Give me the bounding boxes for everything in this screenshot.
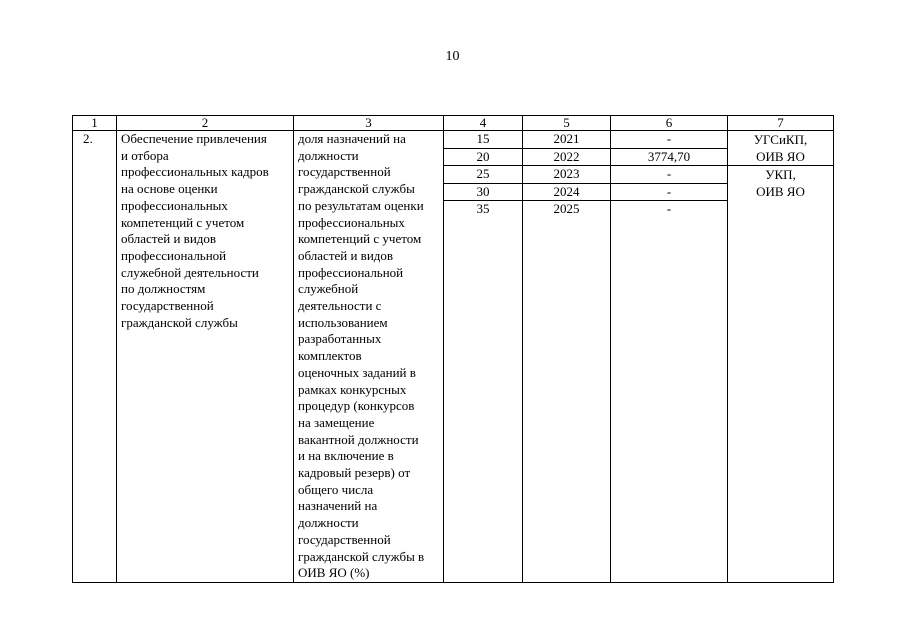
responsible-first: УГСиКП, ОИВ ЯО xyxy=(728,131,833,166)
indicator-text-line: служебной xyxy=(298,281,359,297)
indicator-text-line: разработанных xyxy=(298,331,382,347)
header-cell-1: 1 xyxy=(73,116,117,131)
indicator-text-line: профессиональных xyxy=(298,214,405,230)
measure-cell xyxy=(117,131,294,583)
indicator-text-line: доля назначений на xyxy=(298,131,406,146)
indicator-value: 25 xyxy=(444,166,522,184)
indicator-value: 20 xyxy=(444,148,522,166)
row-number: 2. xyxy=(73,131,117,583)
indicator-text-line: общего числа xyxy=(298,481,374,497)
measure-text-line: профессиональных кадров xyxy=(121,164,269,180)
year-value: 2021 xyxy=(523,131,610,148)
indicator-text-line: на замещение xyxy=(298,414,375,430)
year-value: 2023 xyxy=(523,166,610,184)
indicator-text-line: назначений на xyxy=(298,498,378,514)
indicator-text-line: комплектов xyxy=(298,348,362,364)
measure-text-line: гражданской службы xyxy=(121,314,238,330)
funding-value: 3774,70 xyxy=(611,148,727,166)
funding-value: - xyxy=(666,201,672,216)
measure-text-line: компетенций с учетом xyxy=(121,214,245,230)
funding-value: - xyxy=(611,183,727,201)
indicator-text-line: оценочных заданий в xyxy=(298,364,416,380)
indicator-text-line: кадровый резерв) от xyxy=(298,465,411,481)
indicator-text-line: ОИВ ЯО (%) xyxy=(298,565,370,581)
measure-text-line: по должностям xyxy=(121,281,206,297)
page-number: 10 xyxy=(445,49,460,64)
funding-value: - xyxy=(611,131,727,148)
years-cell xyxy=(523,131,611,583)
indicator-value: 15 xyxy=(444,131,522,148)
values-cell xyxy=(444,131,523,583)
indicator-text-line: гражданской службы xyxy=(298,181,415,197)
table-row xyxy=(73,131,834,583)
measure-text-line: профессиональной xyxy=(121,247,227,263)
indicator-text-line: использованием xyxy=(298,314,388,330)
indicator-text-line: рамках конкурсных xyxy=(298,381,407,397)
indicator-value: 30 xyxy=(444,183,522,201)
indicator-text-line: государственной xyxy=(298,531,391,547)
header-cell-4: 4 xyxy=(444,116,523,131)
year-value: 2022 xyxy=(523,148,610,166)
header-cell-6: 6 xyxy=(611,116,728,131)
responsible-cell xyxy=(728,131,834,583)
indicator-text-line: по результатам оценки xyxy=(298,197,424,213)
measure-text-line: на основе оценки xyxy=(121,181,218,197)
indicator-text-line: и на включение в xyxy=(298,448,394,464)
year-value: 2025 xyxy=(553,201,580,216)
measure-text-line: и отбора xyxy=(121,147,169,163)
indicator-text-line: должности xyxy=(298,515,359,531)
measure-text-line: служебной деятельности xyxy=(121,264,259,280)
indicator-text-line: профессиональной xyxy=(298,264,404,280)
indicator-text-line: должности xyxy=(298,147,359,163)
responsible-second: УКП, ОИВ ЯО xyxy=(756,167,805,199)
measure-text-line: областей и видов xyxy=(121,231,217,247)
funding-cell xyxy=(611,131,728,583)
funding-value: - xyxy=(611,166,727,184)
indicator-text-line: государственной xyxy=(298,164,391,180)
measure-text-line: Обеспечение привлечения xyxy=(121,131,267,146)
indicator-value: 35 xyxy=(476,201,490,216)
indicator-text-line: процедур (конкурсов xyxy=(298,398,415,414)
header-cell-2: 2 xyxy=(117,116,294,131)
indicator-text-line: областей и видов xyxy=(298,247,394,263)
indicator-text-line: компетенций с учетом xyxy=(298,231,422,247)
header-cell-7: 7 xyxy=(728,116,834,131)
indicator-cell xyxy=(294,131,444,583)
year-value: 2024 xyxy=(523,183,610,201)
measure-text-line: профессиональных xyxy=(121,197,228,213)
header-cell-3: 3 xyxy=(294,116,444,131)
header-cell-5: 5 xyxy=(523,116,611,131)
indicator-text-line: деятельности с xyxy=(298,298,382,314)
indicator-text-line: гражданской службы в xyxy=(298,548,425,564)
indicator-text-line: вакантной должности xyxy=(298,431,419,447)
table-header-row xyxy=(73,116,834,131)
measure-text-line: государственной xyxy=(121,298,214,314)
program-table xyxy=(72,115,834,583)
